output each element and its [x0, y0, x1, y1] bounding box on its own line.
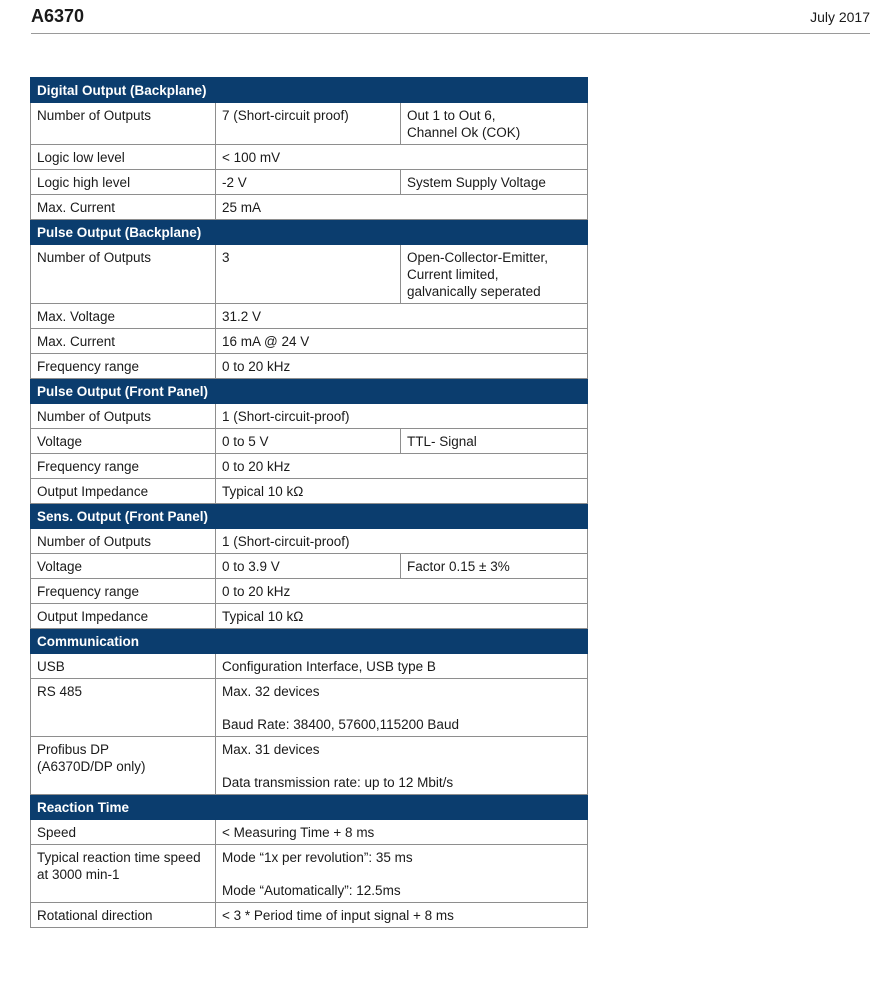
row-value: 31.2 V [216, 304, 588, 329]
row-note: System Supply Voltage [401, 170, 588, 195]
row-value: 0 to 3.9 V [216, 554, 401, 579]
row-label: Typical reaction time speed at 3000 min-1 [31, 845, 216, 903]
table-row [31, 820, 588, 845]
section-header-pulse-output-front-panel [31, 379, 588, 404]
row-label: Max. Current [31, 329, 216, 354]
row-value: -2 V [216, 170, 401, 195]
table-row [31, 554, 588, 579]
row-label: Frequency range [31, 354, 216, 379]
row-label: Max. Current [31, 195, 216, 220]
table-row [31, 354, 588, 379]
row-value: Typical 10 kΩ [216, 479, 588, 504]
table-row [31, 404, 588, 429]
row-note: TTL- Signal [401, 429, 588, 454]
row-value: 3 [216, 245, 401, 304]
row-label: Logic low level [31, 145, 216, 170]
table-row [31, 170, 588, 195]
table-row [31, 479, 588, 504]
section-title: Digital Output (Backplane) [31, 78, 588, 103]
row-value-line: Data transmission rate: up to 12 Mbit/s [222, 775, 454, 790]
row-value: 0 to 20 kHz [216, 354, 588, 379]
table-row [31, 245, 588, 304]
table-row [31, 145, 588, 170]
row-value: 16 mA @ 24 V [216, 329, 588, 354]
section-header-digital-output-backplane [31, 78, 588, 103]
row-value: 0 to 5 V [216, 429, 401, 454]
table-row [31, 604, 588, 629]
section-title: Pulse Output (Front Panel) [31, 379, 588, 404]
table-row [31, 679, 588, 737]
row-label: Output Impedance [31, 479, 216, 504]
row-value: 1 (Short-circuit-proof) [216, 404, 588, 429]
section-title: Pulse Output (Backplane) [31, 220, 588, 245]
row-value: Configuration Interface, USB type B [216, 654, 588, 679]
table-row [31, 304, 588, 329]
section-title: Sens. Output (Front Panel) [31, 504, 588, 529]
row-value-line: Mode “1x per revolution”: 35 ms [222, 850, 413, 865]
row-value-line: Mode “Automatically”: 12.5ms [222, 883, 401, 898]
row-label: Profibus DP (A6370D/DP only) [31, 737, 216, 795]
row-label: Number of Outputs [31, 103, 216, 145]
row-value-line: Max. 32 devices [222, 684, 320, 699]
row-value: 0 to 20 kHz [216, 579, 588, 604]
row-label: RS 485 [31, 679, 216, 737]
table-row [31, 195, 588, 220]
table-row [31, 529, 588, 554]
table-row [31, 579, 588, 604]
section-header-pulse-output-backplane [31, 220, 588, 245]
row-value [216, 845, 588, 903]
row-value: < 3 * Period time of input signal + 8 ms [216, 903, 588, 928]
row-label: Number of Outputs [31, 245, 216, 304]
section-header-communication [31, 629, 588, 654]
row-label: Frequency range [31, 454, 216, 479]
table-row [31, 329, 588, 354]
row-note: Factor 0.15 ± 3% [401, 554, 588, 579]
row-label: Speed [31, 820, 216, 845]
row-label: USB [31, 654, 216, 679]
table-row [31, 737, 588, 795]
section-title: Communication [31, 629, 588, 654]
row-label: Frequency range [31, 579, 216, 604]
document-title: A6370 [31, 6, 85, 26]
row-note: Out 1 to Out 6, Channel Ok (COK) [401, 103, 588, 145]
table-row [31, 903, 588, 928]
row-value: < Measuring Time + 8 ms [216, 820, 588, 845]
row-value-line: Max. 31 devices [222, 742, 320, 757]
row-label: Output Impedance [31, 604, 216, 629]
row-value: Typical 10 kΩ [216, 604, 588, 629]
row-value: 0 to 20 kHz [216, 454, 588, 479]
row-label: Max. Voltage [31, 304, 216, 329]
row-value: 25 mA [216, 195, 588, 220]
specification-table [30, 77, 588, 928]
section-header-reaction-time [31, 795, 588, 820]
row-label: Number of Outputs [31, 529, 216, 554]
table-row [31, 454, 588, 479]
document-date: July 2017 [810, 9, 870, 25]
row-value: 7 (Short-circuit proof) [216, 103, 401, 145]
row-label: Logic high level [31, 170, 216, 195]
table-row [31, 845, 588, 903]
section-header-sens-output-front-panel [31, 504, 588, 529]
row-label: Voltage [31, 429, 216, 454]
row-label: Voltage [31, 554, 216, 579]
row-value [216, 737, 588, 795]
table-row [31, 103, 588, 145]
row-value [216, 679, 588, 737]
table-row [31, 654, 588, 679]
table-row [31, 429, 588, 454]
row-value-line: Baud Rate: 38400, 57600,115200 Baud [222, 717, 459, 732]
section-title: Reaction Time [31, 795, 588, 820]
row-label: Rotational direction [31, 903, 216, 928]
row-note: Open-Collector-Emitter, Current limited, galvanically seperated [401, 245, 588, 304]
row-label: Number of Outputs [31, 404, 216, 429]
row-value: 1 (Short-circuit-proof) [216, 529, 588, 554]
header-divider [31, 33, 870, 34]
row-value: < 100 mV [216, 145, 588, 170]
